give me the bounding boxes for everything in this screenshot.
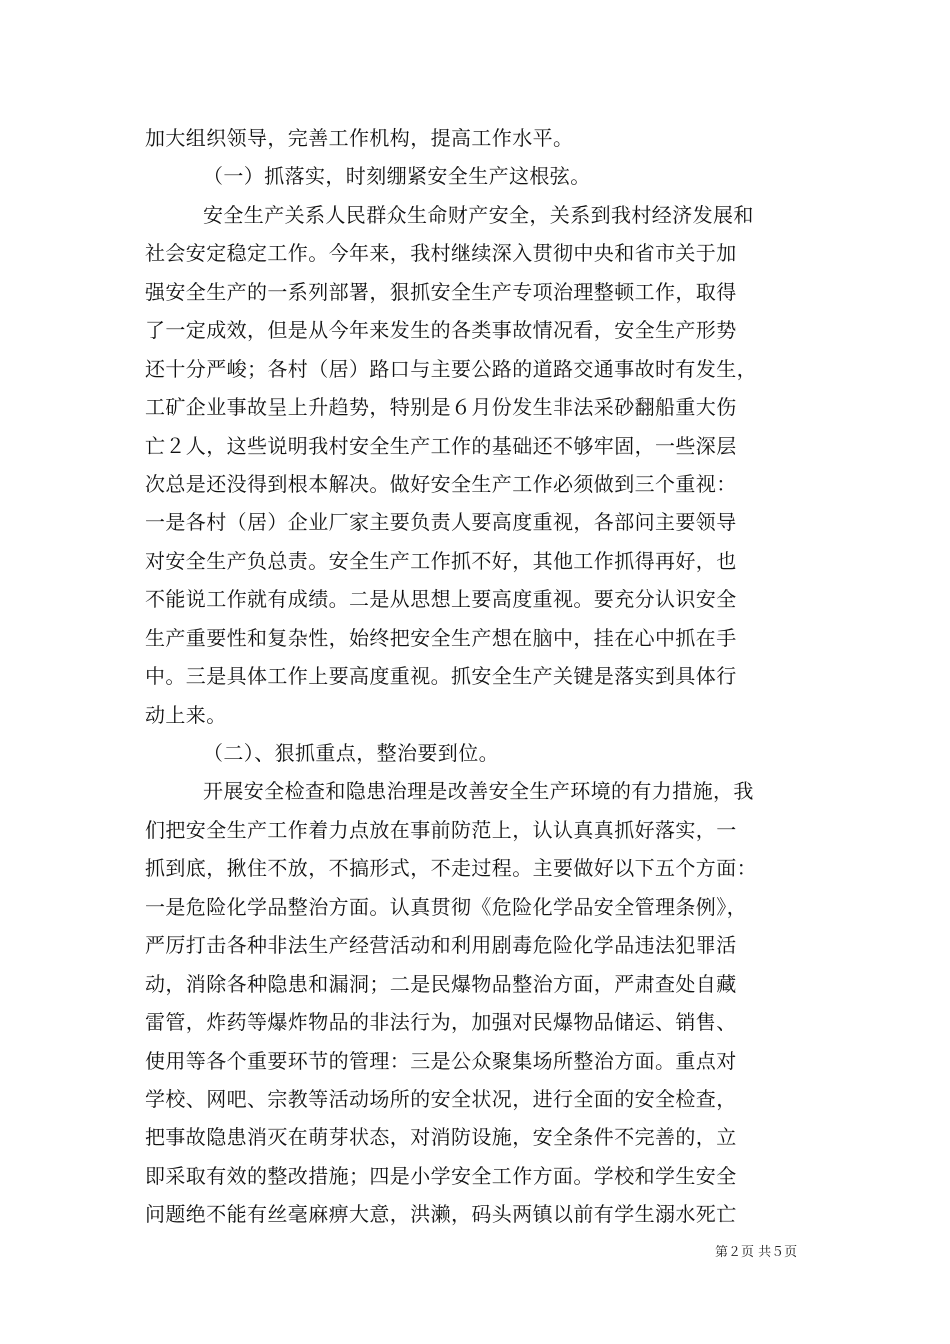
text-line: 使用等各个重要环节的管理：三是公众聚集场所整治方面。重点对 [145, 1048, 737, 1073]
text-line: 动，消除各种隐患和漏洞；二是民爆物品整治方面，严肃查处自藏 [145, 971, 737, 996]
body-text [145, 119, 813, 1234]
text-line: 强安全生产的一系列部署，狠抓安全生产专项治理整顿工作，取得 [145, 279, 737, 304]
text-line: 了一定成效，但是从今年来发生的各类事故情况看，安全生产形势 [145, 318, 737, 343]
paragraph-start: 安全生产关系人民群众生命财产安全，关系到我村经济发展和 [203, 202, 754, 227]
text-line: 动上来。 [145, 702, 227, 727]
text-line: 还十分严峻；各村（居）路口与主要公路的道路交通事故时有发生， [145, 356, 757, 381]
text-line: 一是危险化学品整治方面。认真贯彻《危险化学品安全管理条例》， [145, 894, 747, 919]
text-line: 抓到底，揪住不放，不搞形式，不走过程。主要做好以下五个方面： [145, 856, 757, 881]
text-line: 中。三是具体工作上要高度重视。抓安全生产关键是落实到具体行 [145, 664, 737, 689]
text-line: 们把安全生产工作着力点放在事前防范上，认认真真抓好落实，一 [145, 817, 737, 842]
section-heading-2: （二）、狠抓重点，整治要到位。 [203, 741, 499, 765]
text-line: 问题绝不能有丝毫麻痹大意，洪濑，码头两镇以前有学生溺水死亡 [145, 1202, 737, 1227]
text-line: 严厉打击各种非法生产经营活动和利用剧毒危险化学品违法犯罪活 [145, 933, 737, 958]
text-line: 对安全生产负总责。安全生产工作抓不好，其他工作抓得再好，也 [145, 548, 737, 573]
text-line: 次总是还没得到根本解决。做好安全生产工作必须做到三个重视： [145, 471, 737, 496]
section-heading-1: （一）抓落实，时刻绷紧安全生产这根弦。 [203, 164, 591, 189]
text-line: 把事故隐患消灭在萌芽状态，对消防设施，安全条件不完善的，立 [145, 1125, 737, 1150]
text-line: 亡２人，这些说明我村安全生产工作的基础还不够牢固，一些深层 [145, 433, 737, 458]
paragraph-start: 开展安全检查和隐患治理是改善安全生产环境的有力措施，我 [203, 779, 754, 804]
page-number: 第２页 共５页 [715, 1245, 798, 1260]
text-line: 学校、网吧、宗教等活动场所的安全状况，进行全面的安全检查， [145, 1086, 737, 1111]
text-line: 生产重要性和复杂性，始终把安全生产想在脑中，挂在心中抓在手 [145, 625, 737, 650]
text-line: 社会安定稳定工作。今年来，我村继续深入贯彻中央和省市关于加 [145, 241, 737, 266]
text-line: 即采取有效的整改措施；四是小学安全工作方面。学校和学生安全 [145, 1163, 737, 1188]
text-line: 工矿企业事故呈上升趋势，特别是６月份发生非法采砂翻船重大伤 [145, 395, 737, 420]
text-line: 不能说工作就有成绩。二是从思想上要高度重视。要充分认识安全 [145, 587, 737, 612]
text-line: 雷管，炸药等爆炸物品的非法行为，加强对民爆物品储运、销售、 [145, 1010, 737, 1035]
text-line: 加大组织领导，完善工作机构，提高工作水平。 [145, 126, 574, 150]
text-line: 一是各村（居）企业厂家主要负责人要高度重视，各部问主要领导 [145, 510, 737, 535]
